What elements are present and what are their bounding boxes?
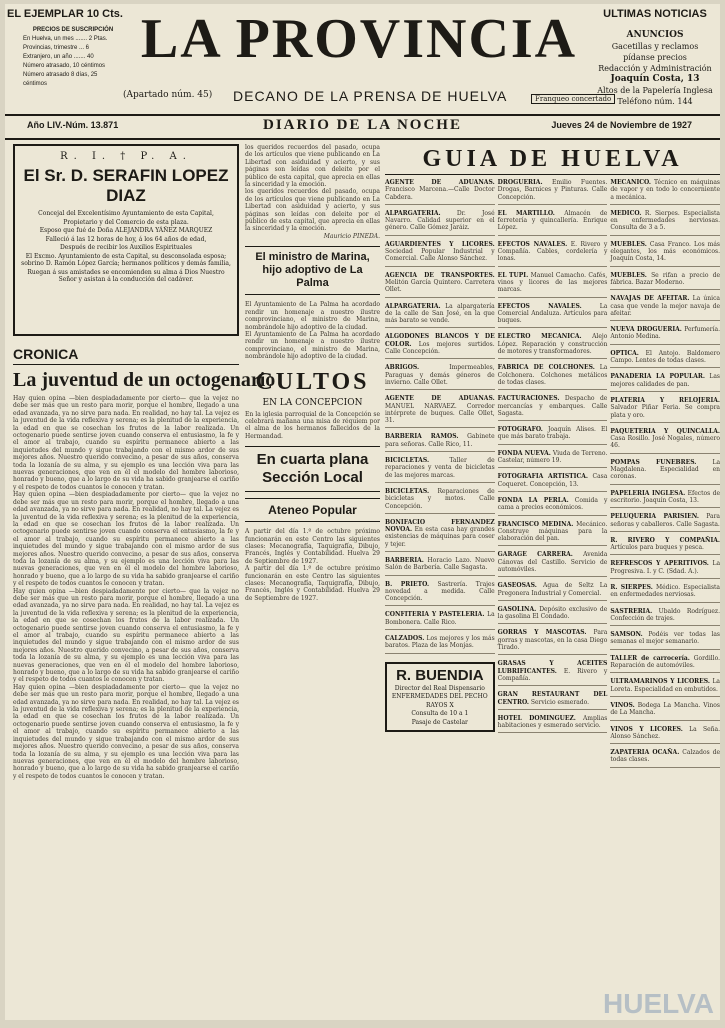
guia-entry-title: EL MARTILLO. (497, 209, 555, 217)
guia-entry-title: ZAPATERIA OCAÑA. (610, 749, 680, 757)
price-line: Número atrasado, 10 céntimos (23, 63, 106, 69)
guia-entry-text: Bodega La Mancha. Vinos de La Mancha. (610, 701, 720, 717)
ateneo-body: A partir del día 1.º de octubre próximo funcionarán en este Centro las siguientes clases: Mecanografía, Taquigrafía, Dibujo, Francés, Inglés y Contabilidad. Huelva 29 de Septiembre de 1927. (245, 565, 380, 602)
guia-entry (385, 433, 495, 452)
guia-entry (385, 333, 495, 359)
ministro-headline: El ministro de Marina, hijo adoptivo de La Palma (245, 246, 380, 295)
guia-entry-title: ALPARGATERIA. (385, 209, 441, 217)
buendia-line: Consulta de 10 a 1 (411, 710, 469, 718)
guia-entry-title: ULTRAMARINOS Y LICORES. (610, 678, 710, 686)
guia-entry-title: BONIFACIO FERNANDEZ NOVOA. (385, 518, 495, 534)
guia-entry-text: Servicio esmerado. (530, 698, 590, 706)
deceased-name: El Sr. D. SERAFIN LOPEZ DIAZ (23, 166, 229, 205)
guia-entry-text: E. Rivero y Compañía. Cables, cordelería y lonas. (497, 240, 608, 263)
guia-entry-title: POMPAS FUNEBRES. (610, 458, 697, 466)
guia-entry-title: MUEBLES. (610, 240, 647, 248)
guia-entry (498, 272, 608, 298)
guia-entry-text: Manuel Camacho. Cafés, vinos y licores de las mejores marcas. (497, 271, 608, 294)
guia-entry-text: Mecánico. Construye máquinas para la elaboración del pan. (497, 520, 608, 543)
guia-de-huelva (385, 144, 720, 1020)
guia-entry (610, 490, 720, 509)
newspaper-title: LA PROVINCIA (140, 8, 578, 70)
obit-line: Ruegan á sus amistades se encomienden su alma á Dios Nuestro Señor y asistan á la conducción del cadáver. (27, 268, 225, 283)
guia-entry-title: FACTURACIONES. (497, 395, 560, 403)
guia-entry (610, 655, 720, 674)
guia-entry-text: Casa Coqueret. Concepción, 13. (497, 473, 608, 488)
guia-entry-title: AGENCIA DE TRANSPORTES. (385, 271, 495, 279)
guia-entry-text: Alejo López. Reparación y construcción de motores y transformadores. (497, 333, 608, 356)
guia-entry (385, 557, 495, 576)
issue-date: Jueves 24 de Noviembre de 1927 (551, 120, 692, 130)
guia-entry (610, 726, 720, 745)
anuncios-box (591, 30, 719, 107)
guia-entry-title: VINOS. (610, 701, 635, 709)
guia-entry-text: Gabinete para señoras. Calle Rico, 11. (385, 433, 495, 448)
buendia-line: Pasaje de Castelar (411, 718, 468, 726)
ateneo-body: A partir del día 1.º de octubre próximo funcionarán en este Centro las siguientes clases: Mecanografía, Taquigrafía, Dibujo, Francés, Inglés y Contabilidad. Huelva 29 de Septiembre de 1927. (245, 528, 380, 565)
guia-entry (610, 678, 720, 697)
guia-entry (385, 210, 495, 236)
guia-entry (385, 395, 495, 428)
guia-entry-text: Sastrería. Trajes novedad a medida. Calle Concepción. (385, 580, 495, 603)
guia-entry (610, 210, 720, 236)
guia-col-2 (498, 179, 608, 1019)
guia-entry (610, 608, 720, 627)
guia-entry-title: SASTRERIA. (610, 607, 653, 615)
guia-entry-title: ALPARGATERIA. (385, 302, 441, 310)
guia-entry-text: E. Rivero y Compañía. (497, 667, 608, 682)
guia-entry (610, 350, 720, 369)
article-body-top: los queridos recuerdos del pasado, ocupa de los artículos que viene publicando en La Libertad con asiduidad y acierto, y sus páginas son leídas con deleite por el público de esta capital, que aprecia en ellas la sinceridad y la emoción. (245, 144, 380, 189)
guia-entry-text: La Loreta. Especialidad en embutidos. (610, 678, 720, 693)
guia-entry-text: Reparaciones de bicicletas y motos. Calle Concepción. (385, 487, 495, 510)
guia-entry-title: REFRESCOS Y APERITIVOS. (610, 560, 709, 568)
price-label: EL EJEMPLAR 10 Cts. (7, 8, 123, 20)
article-body-cont: Hay quien opina —bien despiadadamente por cierto— que la vejez no debe ser más que un resto para morir, porque el hombre, llegado a una edad avanzada, ya no sirve para nada. En realidad, no hay tal. La vejez es la juventud de la vida reflexiva y serena; es la plenitud de la experiencia, la edad en que se cosechan los frutos de la labor realizada. Un octogenario puede sentirse joven cuando conserva el entusiasmo, la fe y el amor al trabajo, cuando su espíritu permanece abierto a las inquietudes del mundo y sigue trabajando con el mismo ardor de sus mejores años. Nuestro querido convecino, a pesar de sus años, conserva toda la lozanía de su alma, y su ejemplo es una lección viva para las nuevas generaciones, que ven en él el modelo del hombre laborioso, honrado y bueno, que a lo largo de su vida ha sabido granjearse el cariño y el respeto de todos cuantos le conocen y tratan. (13, 491, 239, 588)
guia-entry (385, 488, 495, 514)
obit-line: Falleció á las 12 horas de hoy, á los 64 años de edad, (45, 235, 207, 243)
guia-entry (610, 373, 720, 392)
guia-entry-text: Depósito exclusivo de la gasolina El Condado. (497, 605, 608, 621)
guia-entry-title: AGENTE DE ADUANAS. (385, 179, 495, 186)
guia-entry (385, 519, 495, 552)
guia-entry (610, 272, 720, 291)
anuncios-line: pídanse precios (623, 53, 687, 62)
cuarta-plana-headline: En cuarta plana Sección Local (245, 446, 380, 492)
guia-entry (610, 397, 720, 423)
guia-entry-text: Para señoras y caballeros. Calle Sagasta. (610, 513, 721, 528)
guia-entry (498, 551, 608, 577)
cultos-sub: EN LA CONCEPCION (262, 397, 363, 408)
article-headline: La juventud de un octogenario (13, 369, 276, 391)
guia-entry-text: En esta casa hay grandes existencias de máquinas para coser y tejer. (385, 526, 495, 548)
guia-entry-text: La alpargatería de la calle de San José, en la que más barato se vende. (385, 302, 495, 325)
guia-entry (498, 210, 608, 236)
prices-title: PRECIOS DE SUSCRIPCIÓN (32, 27, 114, 33)
guia-entry-title: NAVAJAS DE AFEITAR. (610, 295, 690, 303)
guia-entry-title: PAQUETERIA Y QUINCALLA. (610, 427, 721, 435)
price-line: Extranjero, un año ....... 40 (23, 54, 94, 60)
guia-entry-text: MANUEL NARVAEZ. Corredor intérprete de buques. Calle Ollet, 31. (385, 402, 495, 425)
price-line: Número atrasado 8 días, 25 céntimos (23, 72, 98, 87)
guia-entry-text: La Bombonera. Calle Rico. (385, 611, 495, 626)
guia-entry-title: EFECTOS NAVALES. (497, 302, 582, 310)
buendia-line: ENFERMEDADES DEL PECHO (391, 693, 488, 701)
subscription-prices (23, 26, 123, 89)
article-body-cont: Hay quien opina —bien despiadadamente por cierto— que la vejez no debe ser más que un resto para morir, porque el hombre, llegado a una edad avanzada, ya no sirve para nada. En realidad, no hay tal. La vejez es la juventud de la vida reflexiva y serena; es la plenitud de la experiencia, la edad en que se cosechan los frutos de la labor realizada. Un octogenario puede sentirse joven cuando conserva el entusiasmo, la fe y el amor al trabajo, cuando su espíritu permanece abierto a las inquietudes del mundo y sigue trabajando con el mismo ardor de sus mejores años. Nuestro querido convecino, a pesar de sus años, conserva toda la lozanía de su alma, y su ejemplo es una lección viva para las nuevas generaciones, que ven en él el modelo del hombre laborioso, honrado y bueno, que a lo largo de su vida ha sabido granjearse el cariño y el respeto de todos cuantos le conocen y tratan. (13, 587, 239, 684)
guia-col-1 (385, 179, 495, 1019)
guia-entry-text: Sociedad Popular Industrial y Comercial. Calle Alonso Sánchez. (385, 248, 495, 263)
guia-entry (498, 179, 608, 205)
anuncios-line: Teléfono núm. 144 (617, 97, 693, 106)
guia-entry-title: FRANCISCO MEDINA. (497, 520, 574, 528)
guia-col-3 (610, 179, 720, 1019)
cultos-body: En la iglesia parroquial de la Concepción se celebrará mañana una misa de réquiem por el alma de los hermanos fallecidos de la Hermandad. (245, 410, 380, 440)
guia-entry-text: Dr. José Navarro. Calidad superior en el género. Calle Gómez Jaráiz. (385, 209, 495, 232)
guia-entry-title: VINOS Y LICORES. (610, 725, 683, 733)
obituary-box (13, 144, 239, 336)
guia-entry (498, 303, 608, 329)
issue-number: Año LIV.-Núm. 13.871 (27, 120, 119, 130)
guia-entry-title: GASEOSAS. (497, 582, 537, 590)
franqueo-stamp: Franqueo concertado (531, 94, 615, 104)
buendia-line: Director del Real Dispensario (394, 684, 485, 692)
guia-entry-text: Salvador Piñar Feria. Se compra plata y oro. (610, 404, 721, 419)
guia-entry (385, 179, 495, 205)
guia-entry (385, 581, 495, 607)
buendia-ad (385, 662, 495, 733)
guia-entry-text: Podéis ver todas las semanas el mejor semanario. (610, 631, 721, 646)
guia-entry (610, 702, 720, 721)
obit-line: Esposo que fué de Doña ALEJANDRA YÁÑEZ MARQUEZ (39, 227, 213, 234)
guia-entry (385, 303, 495, 329)
guia-entry-text: Técnico en máquinas de vapor y en todo lo concerniente a mecánica. (610, 179, 721, 201)
guia-entry-text: Amplias habitaciones y esmerado servicio. (497, 714, 608, 730)
guia-entry-title: MEDICO. (610, 209, 642, 217)
guia-entry-title: BICICLETAS. (385, 457, 430, 465)
guia-entry-title: OPTICA. (610, 349, 639, 357)
guia-entry (498, 241, 608, 267)
guia-entry-title: BICICLETAS. (385, 487, 430, 495)
guia-entry-text: La única casa que vende la mejor navaja de afeitar. (610, 295, 721, 317)
guia-entry (498, 426, 608, 445)
guia-entry-title: TALLER de carrocería. (610, 654, 690, 662)
guia-entry-title: AGUARDIENTES Y LICORES. (385, 240, 495, 248)
guia-entry-title: SAMSON. (610, 631, 643, 639)
guia-entry-text: Horacio Lazo. Nuevo Salón de Barbería. Calle Sagasta. (385, 556, 495, 572)
guia-entry-title: MUEBLES. (610, 271, 647, 279)
guia-entry (610, 513, 720, 532)
guia-entry-title: FOTOGRAFIA ARTISTICA. (497, 473, 588, 481)
guia-entry-title: ELECTRO MECANICA. (497, 333, 582, 341)
rip-line: R. I. † P. A. (60, 151, 192, 162)
left-column (13, 144, 276, 1020)
guia-entry-title: FABRICA DE COLCHONES. (497, 364, 595, 372)
guia-entry (385, 635, 495, 654)
guia-entry-title: PLATERIA Y RELOJERIA. (610, 396, 721, 404)
guia-entry (610, 749, 720, 768)
guia-entry-title: CONFITERIA Y PASTELERIA. (385, 611, 485, 619)
guia-entry (498, 606, 608, 625)
guia-entry (498, 450, 608, 469)
guia-entry (498, 582, 608, 601)
guia-entry-title: PAPELERIA INGLESA. (610, 489, 686, 497)
guia-entry (610, 537, 720, 556)
guia-entry (610, 241, 720, 267)
guia-entry-title: EL TUPI. (497, 271, 529, 279)
guia-entry (610, 295, 720, 321)
obit-line: Concejal del Excelentísimo Ayuntamiento de esta Capital, (38, 210, 214, 217)
guia-entry-title: NUEVA DROGUERIA. (610, 326, 682, 334)
guia-entry (610, 631, 720, 650)
guia-entry-title: ALGODONES BLANCOS Y DE COLOR. (385, 333, 495, 348)
middle-column (245, 144, 380, 1020)
anuncios-line: Joaquín Costa, 13 (610, 74, 700, 84)
guia-entry-text: La Comercial Andaluza. Artículos para buques. (497, 302, 608, 325)
guia-entry-text: Gordillo. Reparación de automóviles. (610, 654, 721, 670)
guia-entry-text: Efectos de escritorio. Joaquín Costa, 13. (610, 489, 721, 504)
ultimas-noticias: ULTIMAS NOTICIAS (603, 8, 707, 20)
buendia-line: RAYOS X (425, 701, 454, 709)
guia-entry (385, 241, 495, 267)
dateline (5, 116, 720, 140)
guia-entry-title: CALZADOS. (385, 635, 425, 643)
guia-entry-text: Se rifan a precio de fábrica. Bazar Moderno. (610, 271, 721, 286)
guia-entry-title: PELUQUERIA PARISIEN. (610, 513, 699, 521)
buendia-name: R. BUENDIA (396, 666, 484, 684)
guia-entry (498, 333, 608, 359)
guia-entry (385, 272, 495, 298)
guia-entry-text: Agua de Seltz La Pregonera Industrial y Comercial. (497, 582, 608, 597)
article-body: Hay quien opina —bien despiadadamente por cierto— que la vejez no debe ser más que un resto para morir, porque el hombre, llegado a una edad avanzada, ya no sirve para nada. En realidad, no hay tal. La vejez es la juventud de la vida reflexiva y serena; es la plenitud de la experiencia, la edad en que se cosechan los frutos de la labor realizada. Un octogenario puede sentirse joven cuando conserva el entusiasmo, la fe y el amor al trabajo, cuando su espíritu permanece abierto a las inquietudes del mundo y sigue trabajando con el mismo ardor de sus mejores años. Nuestro querido convecino, a pesar de sus años, conserva toda la lozanía de su alma, y su ejemplo es una lección viva para las nuevas generaciones, que ven en él el modelo del hombre laborioso, honrado y bueno, que a lo largo de su vida ha sabido granjearse el cariño y el respeto de todos cuantos le conocen y tratan. (13, 395, 239, 491)
obit-line: El Excmo. Ayuntamiento de esta Capital, su desconsolada esposa; sobrino D. Ramón López García; hermanos políticos y demás familia, (21, 252, 231, 267)
guia-entry (498, 629, 608, 655)
guia-entry-text: Casa Franco. Los más elegantes, los más económicos. Joaquín Costa, 14. (610, 240, 721, 263)
guia-entry-text: Despacho de mercancías y embarques. Calle Sagasta. (497, 395, 608, 417)
guia-title: GUIA DE HUELVA (385, 144, 720, 175)
article-body-top: los queridos recuerdos del pasado, ocupa de los artículos que viene publicando en La Libertad con asiduidad y acierto, y sus páginas son leídas con deleite por el público de esta capital, que aprecia en ellas la sinceridad y la emoción. (245, 188, 380, 233)
guia-entry-text: Los mejores y los más baratos. Plaza de las Monjas. (385, 635, 495, 650)
guia-entry-text: Almacén de ferretería y quincallería. Enrique López. (497, 209, 608, 232)
signature: Mauricio PINEDA. (323, 232, 380, 240)
newspaper-page (5, 4, 720, 1020)
guia-entry-title: BARBERIA RAMOS. (385, 433, 459, 441)
price-line: En Huelva, un mes ....... 2 Ptas. (23, 36, 108, 42)
guia-entry-text: Joaquín Alises. El que más barato trabaja. (497, 426, 608, 441)
guia-entry (385, 611, 495, 630)
guia-entry (498, 395, 608, 421)
ministro-body: El Ayuntamiento de La Palma ha acordado rendir un homenaje a nuestro ilustre comprovinciano, el ministro de Marina, nombrándole hijo adoptivo de la ciudad. (245, 301, 380, 331)
guia-entry (498, 521, 608, 547)
guia-entry-title: MECANICO. (610, 179, 652, 186)
guia-entry-title: R. RIVERO Y COMPAÑIA. (610, 536, 721, 544)
guia-entry-title: GORRAS Y MASCOTAS. (497, 629, 587, 637)
guia-entry-text: La Progresiva. I. y C. (Sdad. A.). (610, 560, 721, 575)
guia-entry-title: BARBERIA. (385, 556, 424, 564)
guia-entry-title: GRASAS Y ACEITES LUBRIFICANTES. (497, 660, 608, 675)
guia-entry (498, 691, 608, 710)
ministro-body: El Ayuntamiento de La Palma ha acordado rendir un homenaje a nuestro ilustre comprovinciano, el ministro de Marina, nombrándole hijo adoptivo de la ciudad. (245, 330, 380, 361)
guia-entry-title: ABRIGOS. (385, 364, 420, 372)
guia-entry-text: La Seña. Alonso Sánchez. (610, 725, 721, 740)
price-line: Provincias, trimestre ... 6 (23, 45, 90, 51)
guia-entry-title: AGENTE DE ADUANAS. (385, 395, 495, 403)
guia-entry-title: FONDA LA PERLA. (497, 496, 569, 504)
ateneo-headline: Ateneo Popular (245, 498, 380, 522)
guia-entry (610, 584, 720, 603)
obit-line: Después de recibir los Auxilios Espirituales (59, 244, 193, 251)
section-cronica: CRONICA (13, 346, 239, 365)
guia-entry (610, 326, 720, 345)
cultos-heading: CULTOS (255, 368, 370, 395)
anuncios-line: Redacción y Administración (598, 64, 712, 73)
guia-entry-title: R. SIERPES. (610, 583, 653, 591)
apartado: (Apartado núm. 45) (123, 90, 213, 100)
masthead (5, 4, 720, 116)
guia-entry-title: PANADERIA LA POPULAR. (610, 373, 705, 381)
guia-entry-text: La Magdalena. Especialidad en coronas. (610, 458, 721, 481)
obit-line: Propietario y del Comercio de esta plaza. (63, 218, 189, 226)
guia-entry-text: Médico. Especialista en enfermedades nerviosas. (610, 583, 721, 599)
guia-entry-text: R. Sierpes. Especialista en enfermedades nerviosas. Consulta de 3 a 5. (610, 209, 721, 232)
article-body-cont: Hay quien opina —bien despiadadamente por cierto— que la vejez no debe ser más que un resto para morir, porque el hombre, llegado a una edad avanzada, ya no sirve para nada. En realidad, no hay tal. La vejez es la juventud de la vida reflexiva y serena; es la plenitud de la experiencia, la edad en que se cosechan los frutos de la labor realizada. Un octogenario puede sentirse joven cuando conserva el entusiasmo, la fe y el amor al trabajo, cuando su espíritu permanece abierto a las inquietudes del mundo y sigue trabajando con el mismo ardor de sus mejores años. Nuestro querido convecino, a pesar de sus años, conserva toda la lozanía de su alma, y su ejemplo es una lección viva para las nuevas generaciones, que ven en él el modelo del hombre laborioso, honrado y bueno, que a lo largo de su vida ha sabido granjearse el cariño y el respeto de todos cuantos le conocen y tratan. (13, 683, 239, 780)
guia-entry-title: DROGUERIA. (497, 179, 543, 186)
guia-entry (385, 457, 495, 483)
guia-entry (498, 364, 608, 390)
guia-entry-title: EFECTOS NAVALES. (497, 240, 568, 248)
guia-entry-text: Francisco Marcena.—Calle Doctor Cabdera. (385, 186, 495, 201)
anuncios-line: Gacetillas y reclamos (611, 42, 699, 51)
guia-entry-text: Impermeables, Paraguas y demás géneros de invierno. Calle Ollet. (385, 364, 495, 386)
guia-entry (498, 473, 608, 492)
watermark: HUELVA (603, 988, 714, 1019)
guia-entry-title: B. PRIETO. (385, 580, 430, 588)
guia-entry-text: El Antojo. Baldomero Campo. Lentes de todas clases. (610, 349, 721, 365)
guia-entry-title: HOTEL DOMINGUEZ. (497, 714, 576, 722)
guia-entry-text: Viuda de Terreno. Castelar, número 19. (497, 449, 608, 465)
guia-entry (610, 428, 720, 454)
guia-entry (498, 497, 608, 516)
guia-entry-title: GRAN RESTAURANT DEL CENTRO. (497, 691, 608, 706)
guia-entry-text: Calzados de todas clases. (610, 749, 721, 764)
guia-entry-text: Perfumería. Antonio Medina. (610, 326, 721, 341)
guia-entry-text: Comida y cama a precios económicos. (497, 496, 608, 512)
guia-entry-title: FONDA NUEVA. (497, 449, 551, 457)
guia-entry-title: GARAGE CARRERA. (497, 551, 573, 559)
guia-entry (498, 715, 608, 734)
guia-entry-text: Las mejores calidades de pan. (610, 373, 721, 388)
guia-entry (610, 560, 720, 579)
guia-entry (610, 459, 720, 485)
guia-entry (610, 179, 720, 205)
guia-entry (498, 660, 608, 686)
guia-entry-text: Casa Rosillo. José Nogales, número 46. (610, 435, 721, 450)
guia-entry-text: Taller de reparaciones y venta de bicicletas de las mejores marcas. (385, 457, 495, 479)
edition-label: DIARIO DE LA NOCHE (263, 117, 462, 133)
anuncios-line: Altos de la Papelería Inglesa (597, 86, 713, 95)
guia-entry-text: Ubaldo Rodríguez. Confección de trajes. (610, 607, 720, 622)
guia-entry-text: Los mejores surtidos. Calle Concepción. (385, 340, 495, 356)
guia-entry-text: Artículos para buques y pesca. (610, 544, 704, 552)
guia-entry-text: Avenida Cánovas del Castillo. Servicio de automóviles. (497, 551, 608, 573)
guia-entry-text: La Colchonera. Colchones metálicos de todas clases. (497, 364, 608, 386)
anuncios-line: ANUNCIOS (626, 30, 684, 40)
guia-entry-text: Melitón García Quintero. Carretera Ollet. (385, 278, 495, 294)
guia-entry (385, 364, 495, 390)
guia-entry-title: FOTOGRAFO. (497, 426, 543, 434)
guia-entry-text: Emilio Fuentes. Drogas, Barnices y Pinturas. Calle Concepción. (497, 179, 608, 201)
guia-entry-text: Para gorras y mascotas, en la casa Diego Tirado. (497, 629, 608, 652)
tagline: DECANO DE LA PRENSA DE HUELVA (233, 88, 508, 104)
guia-entry-title: GASOLINA. (497, 605, 537, 613)
